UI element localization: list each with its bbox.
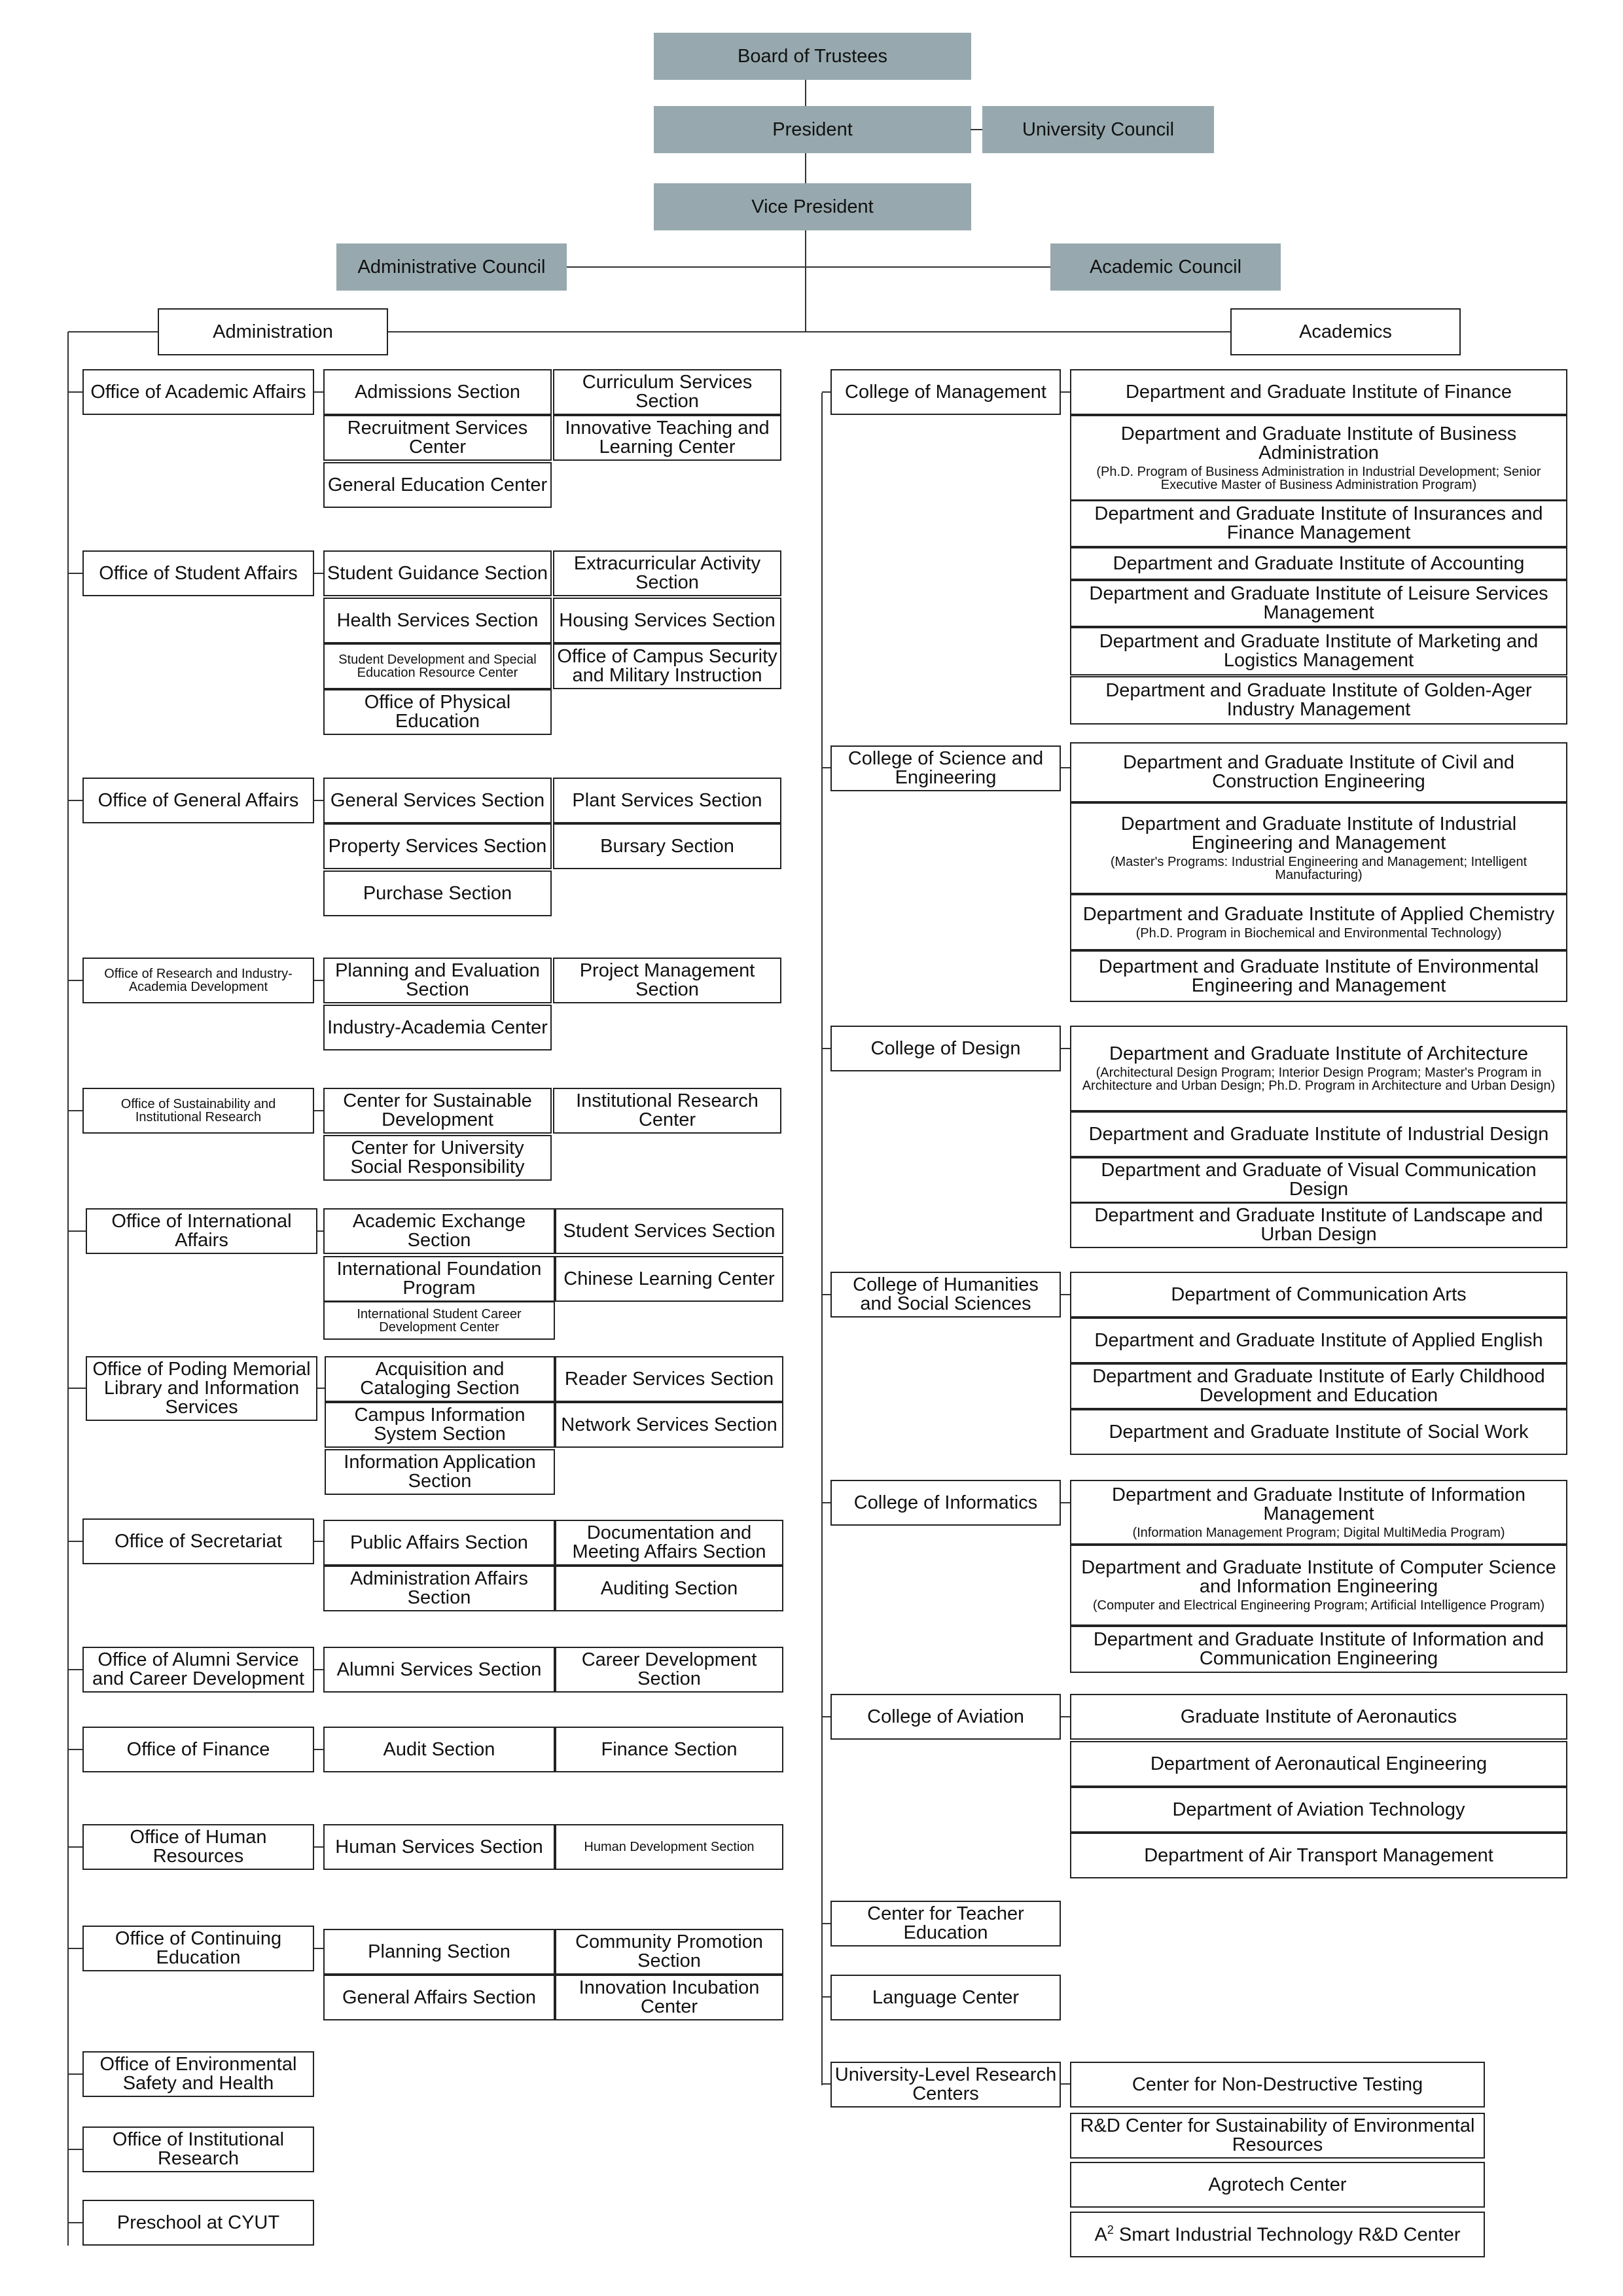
college-8-label: University-Level Research Centers	[834, 2064, 1057, 2104]
admin-office-11-unit-3	[555, 1975, 783, 2020]
admin-office-8-label: Office of Alumni Service and Career Development	[92, 1649, 304, 1689]
admin-office-10-label: Office of Human Resources	[130, 1827, 267, 1867]
admin-office-2-unit-1	[553, 778, 781, 823]
college-4-unit-0-label: Department and Graduate Institute of Information Management	[1112, 1484, 1525, 1524]
admin-office-14	[82, 2200, 314, 2246]
college-link-3	[1061, 1294, 1070, 1295]
admin-link-2	[314, 800, 323, 801]
college-0-unit-5-label: Department and Graduate Institute of Marketing and Logistics Management	[1099, 631, 1539, 671]
admin-office-1-unit-6	[323, 689, 552, 735]
connector-admin-spine-top	[68, 331, 158, 332]
admin-office-2-unit-0	[323, 778, 552, 823]
admin-connector-0	[68, 391, 82, 393]
college-2-unit-1	[1070, 1111, 1567, 1157]
college-8-unit-3	[1070, 2212, 1485, 2257]
admin-office-4-unit-0	[323, 1088, 552, 1134]
admin-office-7-unit-2	[323, 1566, 555, 1611]
admin-link-4	[314, 1110, 323, 1111]
admin-office-9-unit-0	[323, 1727, 555, 1772]
admin-office-3-label: Office of Research and Industry-Academia Development	[104, 967, 293, 994]
admin-office-0-label: Office of Academic Affairs	[90, 381, 306, 403]
admin-office-12-label: Office of Environmental Safety and Health	[99, 2054, 297, 2094]
administrative-council	[336, 243, 567, 291]
admin-office-5-unit-3-label: Chinese Learning Center	[563, 1268, 775, 1289]
college-connector-3	[822, 1294, 830, 1295]
college-3-unit-0-label: Department of Communication Arts	[1171, 1283, 1467, 1305]
admin-office-11-unit-1	[555, 1929, 783, 1975]
admin-connector-2	[68, 800, 82, 801]
college-2-unit-0-label: Department and Graduate Institute of Architecture	[1109, 1043, 1528, 1064]
college-2-unit-2	[1070, 1157, 1567, 1203]
admin-office-11-unit-2	[323, 1975, 555, 2020]
admin-office-8-unit-0	[323, 1647, 555, 1693]
college-4-unit-0-note: (Information Management Program; Digital MultiMedia Program)	[1132, 1525, 1505, 1540]
college-0-unit-1-note: (Ph.D. Program of Business Administration in Industrial Development; Senior Executive Master of Business Administration Program)	[1096, 464, 1541, 492]
admin-office-0-unit-3-label: Innovative Teaching and Learning Center	[565, 418, 770, 457]
admin-link-1	[314, 573, 323, 574]
admin-office-0-unit-2-label: Recruitment Services Center	[347, 418, 528, 457]
admin-office-7-unit-0-label: Public Affairs Section	[350, 1532, 528, 1553]
college-2	[830, 1026, 1061, 1071]
admin-office-4-unit-1	[553, 1088, 781, 1134]
college-0-unit-2	[1070, 500, 1567, 547]
admin-office-5-unit-1	[555, 1208, 783, 1254]
admin-office-13-label: Office of Institutional Research	[112, 2129, 285, 2169]
admin-office-2-label: Office of General Affairs	[98, 789, 299, 811]
board-of-trustees-label: Board of Trustees	[738, 45, 887, 67]
college-connector-2	[822, 1048, 830, 1049]
college-1-unit-0	[1070, 742, 1567, 802]
college-connector-5	[822, 1716, 830, 1717]
admin-office-13	[82, 2126, 314, 2172]
admin-office-5-label: Office of International Affairs	[111, 1211, 292, 1251]
admin-office-7-unit-2-label: Administration Affairs Section	[350, 1568, 528, 1608]
college-connector-0	[822, 391, 830, 393]
admin-office-3-unit-0-label: Planning and Evaluation Section	[335, 960, 540, 1000]
college-1-unit-2-label: Department and Graduate Institute of Applied Chemistry	[1082, 903, 1555, 925]
college-1-unit-3	[1070, 950, 1567, 1002]
admin-office-4-unit-2	[323, 1135, 552, 1181]
admin-link-8	[314, 1669, 323, 1670]
administrative-council-label: Administrative Council	[357, 256, 546, 278]
admin-office-5	[86, 1208, 317, 1254]
admin-office-0-unit-0-label: Admissions Section	[354, 381, 521, 403]
admin-office-5-unit-0	[323, 1208, 555, 1254]
vice-president-label: Vice President	[751, 196, 874, 217]
college-4-unit-2-label: Department and Graduate Institute of Information and Communication Engineering	[1093, 1629, 1544, 1669]
admin-office-2	[82, 778, 314, 823]
admin-office-6-label: Office of Poding Memorial Library and Information Services	[92, 1359, 311, 1418]
admin-connector-9	[68, 1749, 82, 1750]
admin-office-2-unit-2	[323, 823, 552, 869]
admin-office-6-unit-4	[325, 1449, 555, 1495]
admin-office-6-unit-0-label: Acquisition and Cataloging Section	[360, 1359, 520, 1399]
admin-office-4-unit-1-label: Institutional Research Center	[576, 1090, 758, 1130]
admin-link-9	[314, 1749, 323, 1750]
college-3-unit-3-label: Department and Graduate Institute of Social Work	[1109, 1421, 1529, 1443]
college-3	[830, 1272, 1061, 1318]
admin-office-12	[82, 2051, 314, 2097]
connector-board-president	[805, 80, 806, 106]
admin-office-7-unit-0	[323, 1520, 555, 1566]
college-0-label: College of Management	[845, 381, 1046, 403]
academic-council	[1050, 243, 1281, 291]
college-5-unit-1	[1070, 1741, 1567, 1787]
admin-office-5-unit-4-label: International Student Career Development Center	[357, 1306, 522, 1335]
admin-office-1-unit-1-label: Extracurricular Activity Section	[573, 553, 761, 593]
admin-office-5-unit-0-label: Academic Exchange Section	[352, 1211, 526, 1251]
admin-link-7	[314, 1541, 323, 1542]
college-8-unit-1-label: R&D Center for Sustainability of Environmental Resources	[1080, 2115, 1475, 2155]
college-3-unit-1	[1070, 1318, 1567, 1363]
college-0-unit-2-label: Department and Graduate Institute of Insurances and Finance Management	[1094, 503, 1543, 543]
college-0-unit-0-label: Department and Graduate Institute of Finance	[1125, 381, 1512, 403]
admin-link-10	[314, 1846, 323, 1848]
admin-office-5-unit-4	[323, 1301, 555, 1340]
academic-spine	[821, 393, 823, 2085]
admin-office-2-unit-0-label: General Services Section	[330, 789, 545, 811]
admin-office-11-unit-3-label: Innovation Incubation Center	[579, 1977, 760, 2017]
admin-office-2-unit-4	[323, 870, 552, 916]
admin-connector-12	[68, 2073, 82, 2075]
college-4-unit-2	[1070, 1626, 1567, 1673]
admin-office-8-unit-0-label: Alumni Services Section	[336, 1659, 542, 1680]
admin-connector-6	[68, 1388, 86, 1389]
connector-branches	[388, 331, 1230, 332]
college-connector-7	[822, 1996, 830, 1998]
college-4-unit-1	[1070, 1545, 1567, 1626]
admin-office-11-label: Office of Continuing Education	[115, 1928, 282, 1968]
president	[654, 106, 971, 153]
board-of-trustees	[654, 33, 971, 80]
admin-office-9-unit-1	[555, 1727, 783, 1772]
admin-connector-3	[68, 980, 82, 981]
college-4	[830, 1480, 1061, 1526]
admin-office-4-label: Office of Sustainability and Institutional Research	[120, 1097, 276, 1124]
admin-office-1-unit-0-label: Student Guidance Section	[327, 562, 548, 584]
admin-link-3	[314, 980, 323, 981]
admin-office-1-unit-3-label: Housing Services Section	[559, 609, 776, 631]
college-0-unit-4	[1070, 580, 1567, 627]
college-1-unit-1	[1070, 802, 1567, 894]
college-8	[830, 2062, 1061, 2108]
college-connector-8	[822, 2083, 830, 2085]
admin-office-0-unit-3	[553, 415, 781, 461]
college-5-unit-3-label: Department of Air Transport Management	[1144, 1844, 1493, 1866]
college-0-unit-3	[1070, 547, 1567, 580]
college-6-label: Center for Teacher Education	[867, 1903, 1024, 1943]
college-5-unit-0	[1070, 1694, 1567, 1740]
college-connector-6	[822, 1923, 830, 1924]
college-5-unit-2-label: Department of Aviation Technology	[1172, 1799, 1465, 1820]
admin-office-7-unit-3	[555, 1566, 783, 1611]
college-0-unit-4-label: Department and Graduate Institute of Leisure Services Management	[1089, 583, 1548, 623]
admin-office-14-label: Preschool at CYUT	[116, 2212, 280, 2233]
admin-office-6	[86, 1356, 317, 1421]
college-8-unit-1	[1070, 2113, 1485, 2159]
college-2-unit-0-note: (Architectural Design Program; Interior Design Program; Master's Program in Architecture and Urban Design; Ph.D. Program in Architecture and Urban Design)	[1082, 1066, 1556, 1093]
admin-office-1-unit-4	[323, 643, 552, 689]
admin-office-6-unit-2	[325, 1402, 555, 1448]
admin-office-1-unit-4-label: Student Development and Special Education Resource Center	[338, 653, 537, 680]
college-5-unit-0-label: Graduate Institute of Aeronautics	[1180, 1706, 1457, 1727]
college-0	[830, 369, 1061, 415]
admin-connector-7	[68, 1541, 82, 1542]
college-connector-4	[822, 1502, 830, 1503]
admin-office-11-unit-0	[323, 1929, 555, 1975]
admin-office-0-unit-4-label: General Education Center	[327, 474, 548, 495]
college-8-unit-2-label: Agrotech Center	[1208, 2174, 1347, 2195]
admin-office-11-unit-1-label: Community Promotion Section	[575, 1931, 763, 1971]
admin-office-3-unit-2-label: Industry-Academia Center	[327, 1016, 548, 1038]
admin-connector-1	[68, 573, 82, 574]
admin-office-5-unit-2	[323, 1256, 555, 1302]
admin-office-1-label: Office of Student Affairs	[99, 562, 298, 584]
college-2-unit-3-label: Department and Graduate Institute of Landscape and Urban Design	[1094, 1205, 1543, 1245]
college-3-unit-2-label: Department and Graduate Institute of Early Childhood Development and Education	[1092, 1366, 1545, 1406]
admin-office-2-unit-3	[553, 823, 781, 869]
admin-office-2-unit-3-label: Bursary Section	[600, 835, 734, 857]
connector-vp-trunk	[805, 230, 806, 332]
college-0-unit-6	[1070, 676, 1567, 725]
college-link-8	[1061, 2083, 1070, 2085]
admin-connector-8	[68, 1669, 82, 1670]
admin-link-11	[314, 1948, 323, 1949]
admin-office-2-unit-4-label: Purchase Section	[363, 882, 512, 904]
admin-office-6-unit-2-label: Campus Information System Section	[354, 1405, 526, 1444]
academic-council-label: Academic Council	[1089, 256, 1242, 278]
admin-office-9-label: Office of Finance	[126, 1738, 270, 1760]
college-0-unit-6-label: Department and Graduate Institute of Golden-Ager Industry Management	[1105, 680, 1532, 720]
college-1-unit-3-label: Department and Graduate Institute of Environmental Engineering and Management	[1098, 956, 1539, 996]
admin-office-1-unit-1	[553, 550, 781, 596]
admin-office-0	[82, 369, 314, 415]
admin-office-1-unit-5	[553, 643, 781, 689]
admin-office-7	[82, 1518, 314, 1564]
college-connector-1	[822, 767, 830, 768]
admin-connector-5	[68, 1230, 86, 1232]
admin-office-11-unit-0-label: Planning Section	[368, 1941, 510, 1962]
admin-office-7-unit-1-label: Documentation and Meeting Affairs Section	[572, 1522, 766, 1562]
admin-office-0-unit-1	[553, 369, 781, 415]
college-5-unit-1-label: Department of Aeronautical Engineering	[1150, 1753, 1488, 1774]
admin-office-5-unit-2-label: International Foundation Program	[336, 1259, 542, 1299]
college-0-unit-1	[1070, 415, 1567, 501]
admin-office-6-unit-3	[555, 1402, 783, 1448]
college-link-5	[1061, 1716, 1070, 1717]
college-2-label: College of Design	[870, 1037, 1021, 1059]
college-8-unit-0	[1070, 2062, 1485, 2108]
college-1-unit-1-note: (Master's Programs: Industrial Engineering and Management; Intelligent Manufacturing)	[1110, 855, 1527, 882]
admin-office-8-unit-1	[555, 1647, 783, 1693]
admin-office-6-unit-1-label: Reader Services Section	[564, 1368, 774, 1390]
college-3-unit-0	[1070, 1272, 1567, 1318]
admin-office-4-unit-0-label: Center for Sustainable Development	[343, 1090, 532, 1130]
admin-office-9	[82, 1727, 314, 1772]
admin-office-3	[82, 958, 314, 1003]
college-0-unit-3-label: Department and Graduate Institute of Accounting	[1113, 552, 1525, 574]
college-3-unit-1-label: Department and Graduate Institute of Applied English	[1094, 1329, 1543, 1351]
admin-office-1-unit-6-label: Office of Physical Education	[364, 692, 511, 732]
admin-office-8	[82, 1647, 314, 1693]
admin-office-4-unit-2-label: Center for University Social Responsibility	[350, 1138, 525, 1177]
admin-office-2-unit-1-label: Plant Services Section	[572, 789, 762, 811]
administration-header-label: Administration	[213, 321, 333, 342]
college-4-unit-1-label: Department and Graduate Institute of Computer Science and Information Engineering	[1081, 1557, 1556, 1597]
admin-office-1	[82, 550, 314, 596]
admin-connector-13	[68, 2149, 82, 2150]
admin-office-8-unit-1-label: Career Development Section	[581, 1649, 757, 1689]
admin-office-0-unit-4	[323, 462, 552, 508]
admin-connector-10	[68, 1846, 82, 1848]
college-2-unit-3	[1070, 1202, 1567, 1248]
admin-office-0-unit-0	[323, 369, 552, 415]
college-7	[830, 1975, 1061, 2020]
admin-office-11	[82, 1926, 314, 1971]
admin-office-2-unit-2-label: Property Services Section	[328, 835, 547, 857]
president-label: President	[772, 118, 853, 140]
admin-office-3-unit-0	[323, 958, 552, 1003]
admin-office-10-unit-0-label: Human Services Section	[335, 1836, 543, 1857]
college-0-unit-1-label: Department and Graduate Institute of Business Administration	[1120, 423, 1517, 463]
college-6	[830, 1901, 1061, 1946]
admin-connector-14	[68, 2222, 82, 2223]
admin-office-9-unit-1-label: Finance Section	[601, 1738, 738, 1760]
college-5-unit-2	[1070, 1787, 1567, 1833]
college-3-label: College of Humanities and Social Sciences	[853, 1274, 1039, 1314]
admin-office-1-unit-2-label: Health Services Section	[336, 609, 539, 631]
college-8-unit-3-label: $A^2$ Smart Industrial Technology R&D Center	[1094, 2223, 1461, 2246]
admin-office-5-unit-1-label: Student Services Section	[563, 1220, 776, 1242]
college-link-0	[1061, 391, 1070, 393]
college-7-label: Language Center	[872, 1986, 1020, 2008]
admin-link-5	[317, 1230, 323, 1232]
admin-office-6-unit-0	[325, 1356, 555, 1402]
admin-office-10-unit-0	[323, 1824, 555, 1870]
admin-office-10-unit-1-label: Human Development Section	[584, 1840, 755, 1854]
college-8-unit-2	[1070, 2162, 1485, 2208]
admin-office-10	[82, 1824, 314, 1870]
admin-connector-11	[68, 1948, 82, 1949]
connector-councils	[567, 266, 1050, 268]
admin-office-0-unit-2	[323, 415, 552, 461]
university-council-label: University Council	[1022, 118, 1175, 140]
admin-office-3-unit-1-label: Project Management Section	[579, 960, 755, 1000]
vice-president	[654, 183, 971, 230]
college-5-label: College of Aviation	[867, 1706, 1024, 1727]
academics-header	[1230, 308, 1461, 355]
admin-spine	[67, 332, 69, 2246]
college-3-unit-3	[1070, 1409, 1567, 1455]
college-4-unit-1-note: (Computer and Electrical Engineering Program; Artificial Intelligence Program)	[1092, 1598, 1545, 1613]
admin-office-6-unit-4-label: Information Application Section	[344, 1452, 536, 1492]
college-8-unit-0-label: Center for Non-Destructive Testing	[1132, 2073, 1423, 2095]
academics-header-label: Academics	[1299, 321, 1392, 342]
college-1	[830, 745, 1061, 791]
college-2-unit-1-label: Department and Graduate Institute of Industrial Design	[1088, 1123, 1549, 1145]
admin-office-1-unit-2	[323, 598, 552, 643]
college-3-unit-2	[1070, 1363, 1567, 1409]
college-1-unit-0-label: Department and Graduate Institute of Civil and Construction Engineering	[1122, 752, 1515, 792]
admin-office-0-unit-1-label: Curriculum Services Section	[582, 372, 753, 412]
admin-office-4	[82, 1088, 314, 1134]
admin-link-6	[317, 1388, 325, 1389]
college-link-1	[1061, 767, 1070, 768]
admin-office-3-unit-1	[553, 958, 781, 1003]
admin-link-0	[314, 391, 323, 393]
college-1-unit-1-label: Department and Graduate Institute of Industrial Engineering and Management	[1120, 814, 1517, 853]
admin-office-7-unit-1	[555, 1520, 783, 1566]
college-4-label: College of Informatics	[853, 1492, 1038, 1513]
college-0-unit-5	[1070, 627, 1567, 675]
admin-office-3-unit-2	[323, 1005, 552, 1050]
administration-header	[158, 308, 388, 355]
admin-office-7-label: Office of Secretariat	[115, 1530, 282, 1552]
admin-office-1-unit-3	[553, 598, 781, 643]
admin-office-11-unit-2-label: General Affairs Section	[342, 1986, 537, 2008]
college-1-label: College of Science and Engineering	[847, 748, 1044, 788]
college-0-unit-0	[1070, 369, 1567, 415]
admin-office-6-unit-3-label: Network Services Section	[561, 1414, 777, 1435]
college-2-unit-0	[1070, 1026, 1567, 1111]
college-5	[830, 1694, 1061, 1740]
college-1-unit-2-note: (Ph.D. Program in Biochemical and Environmental Technology)	[1135, 925, 1502, 941]
admin-office-1-unit-0	[323, 550, 552, 596]
admin-office-1-unit-5-label: Office of Campus Security and Military Instruction	[557, 646, 777, 686]
connector-president-council	[971, 129, 982, 130]
college-1-unit-2	[1070, 894, 1567, 950]
college-link-2	[1061, 1048, 1070, 1049]
connector-president-vp	[805, 153, 806, 183]
college-4-unit-0	[1070, 1480, 1567, 1545]
admin-connector-4	[68, 1110, 82, 1111]
admin-office-10-unit-1	[555, 1824, 783, 1870]
college-5-unit-3	[1070, 1833, 1567, 1878]
admin-office-9-unit-0-label: Audit Section	[383, 1738, 495, 1760]
college-2-unit-2-label: Department and Graduate of Visual Communication Design	[1101, 1160, 1537, 1200]
college-link-4	[1061, 1502, 1070, 1503]
university-council	[982, 106, 1214, 153]
admin-office-6-unit-1	[555, 1356, 783, 1402]
admin-office-5-unit-3	[555, 1256, 783, 1302]
admin-office-7-unit-3-label: Auditing Section	[600, 1577, 738, 1599]
